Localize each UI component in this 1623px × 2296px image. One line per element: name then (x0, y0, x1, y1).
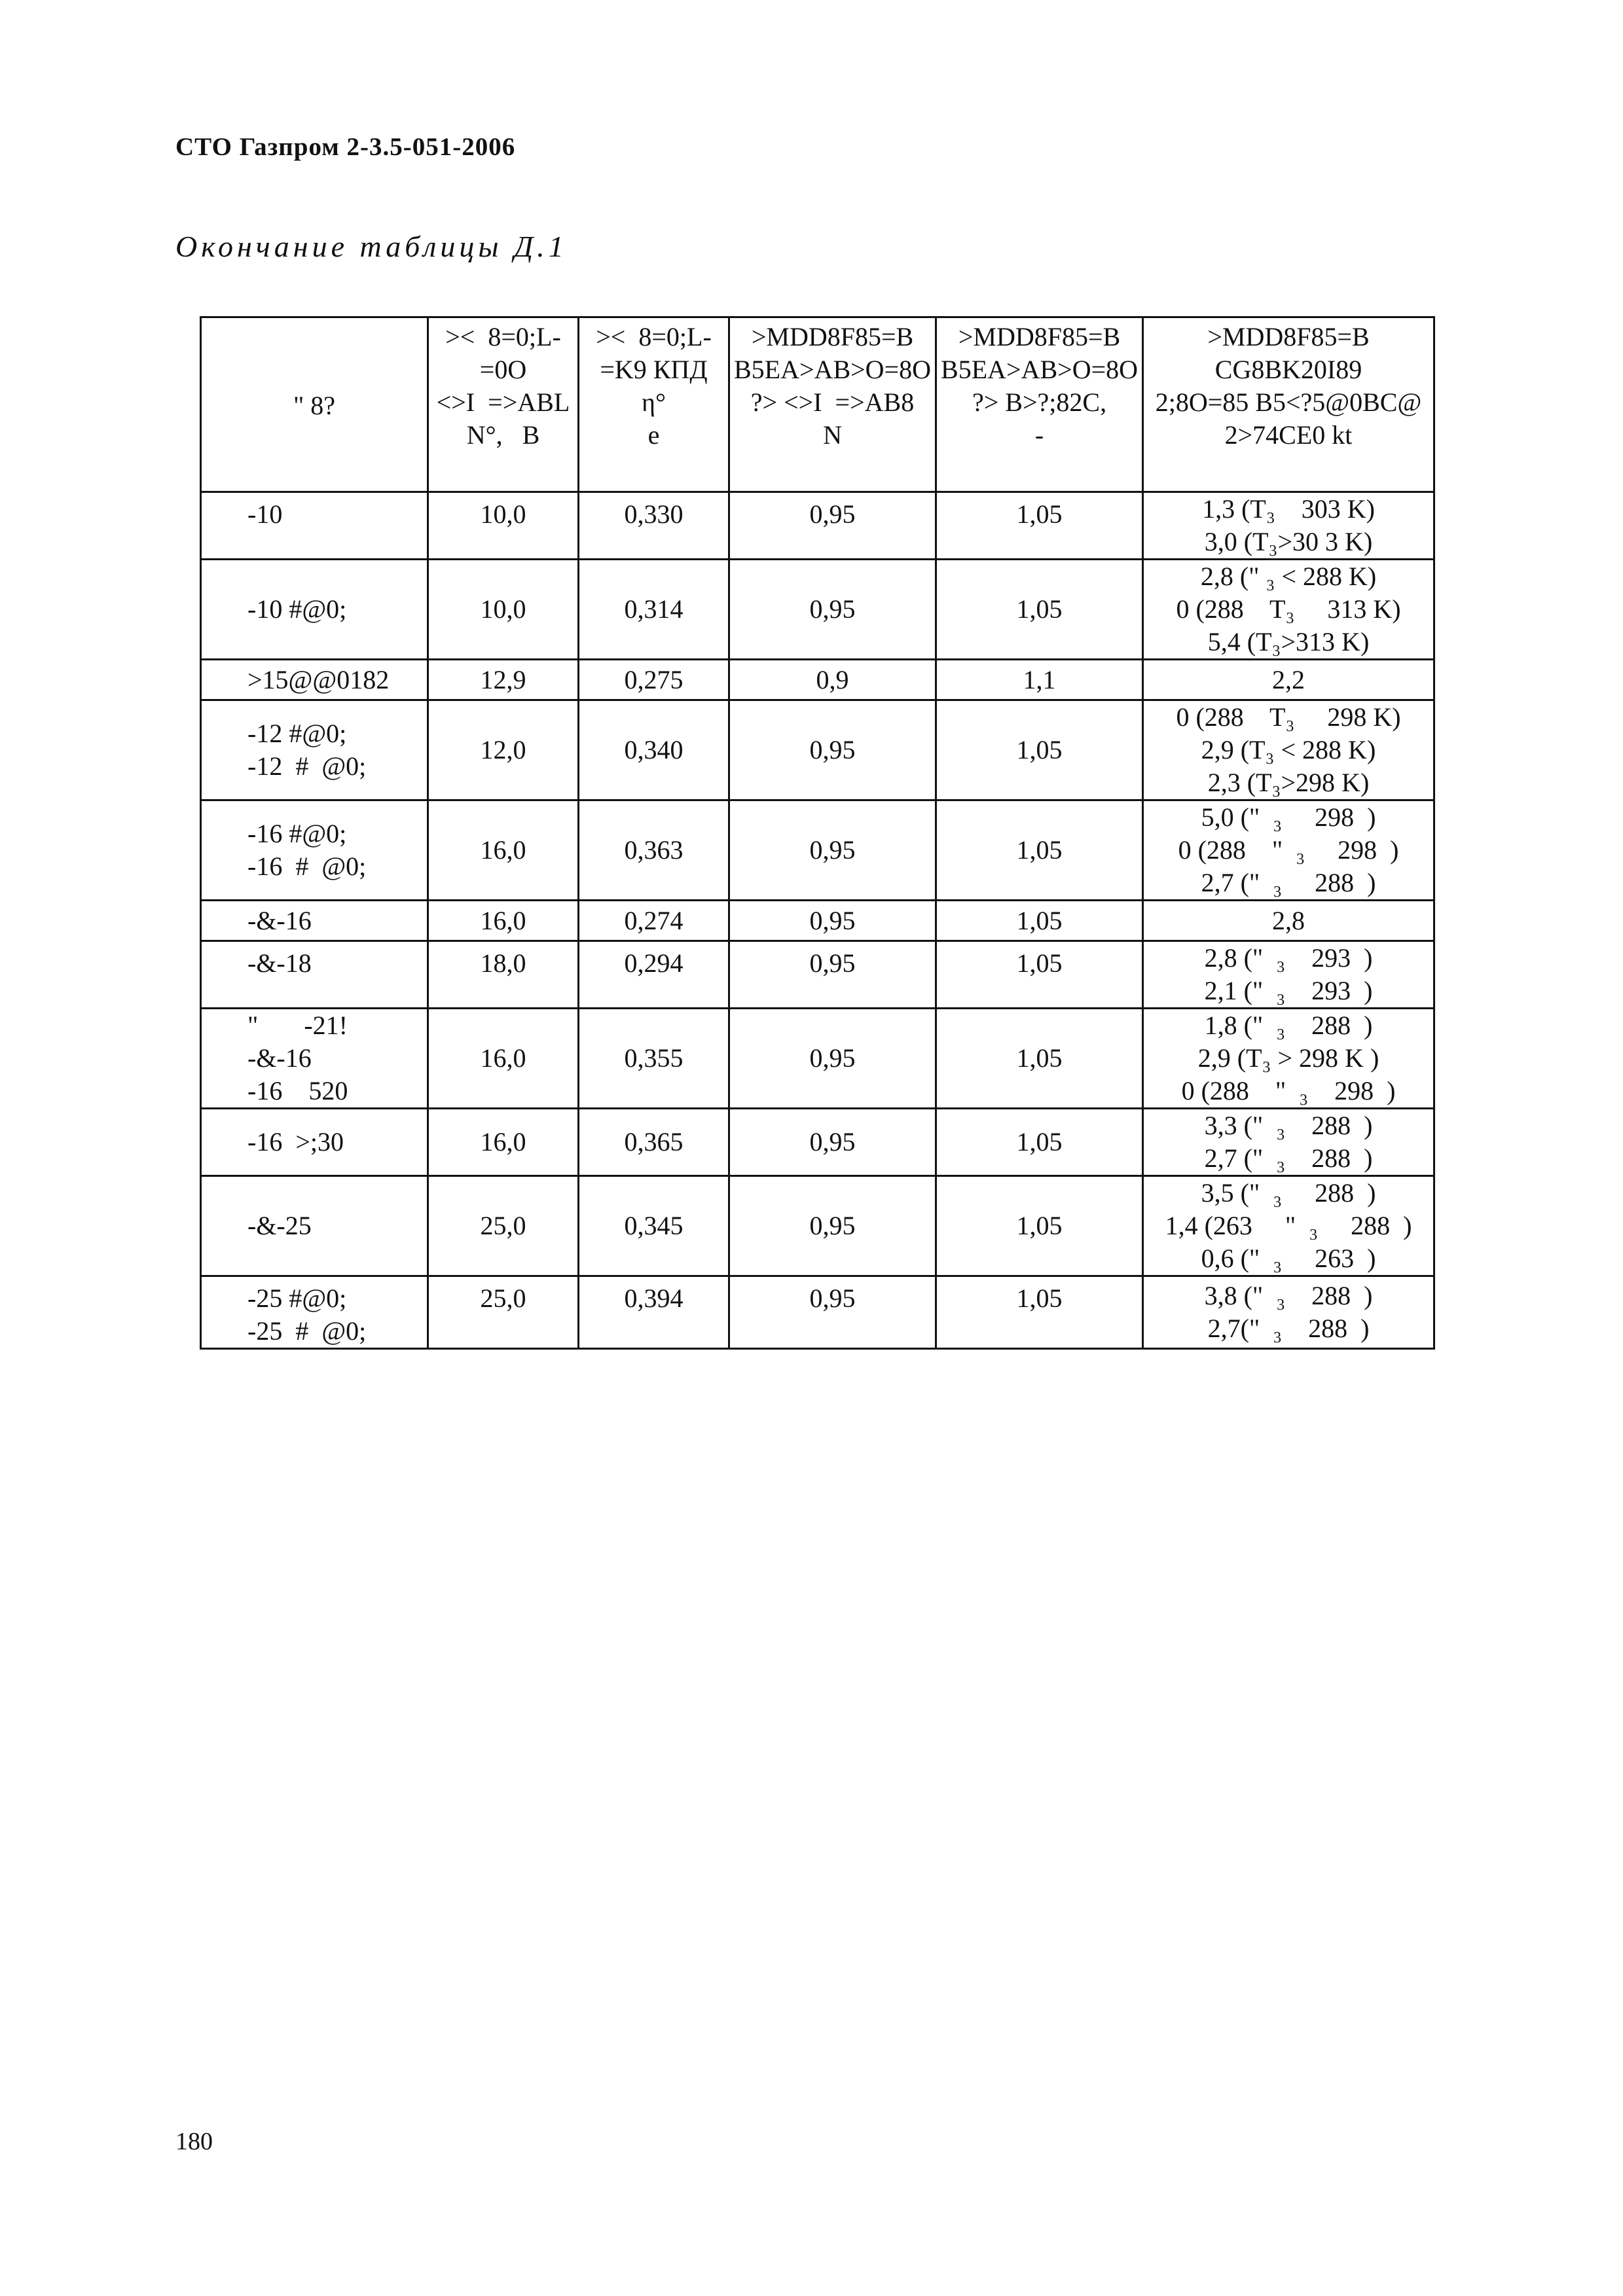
table-row (201, 700, 1434, 800)
column-header-line: >< 8=0;L- (445, 322, 561, 351)
unit-name-line: -&-25 (247, 1211, 312, 1240)
cell-k1: 0,95 (729, 560, 936, 660)
unit-name-line: -16 520 (247, 1076, 348, 1105)
column-header-line: B5EA>AB>O=8O (941, 355, 1139, 384)
cell-power: 16,0 (428, 800, 579, 901)
cell-k2: 1,05 (936, 1009, 1143, 1109)
cell-unit-name (201, 1109, 428, 1176)
unit-name-line: -25 # @0; (247, 1316, 367, 1346)
unit-name-line: -16 #@0; (247, 819, 347, 848)
cell-eff: 0,330 (579, 492, 729, 560)
column-header-line: >< 8=0;L- (596, 322, 712, 351)
cell-eff: 0,363 (579, 800, 729, 901)
column-header-line: 2;8O=85 B5<?5@0BC@ (1155, 387, 1422, 417)
cell-k2: 1,05 (936, 700, 1143, 800)
page-number: 180 (175, 2128, 213, 2155)
table-row (201, 800, 1434, 901)
table-row (201, 1109, 1434, 1176)
cell-eff: 0,355 (579, 1009, 729, 1109)
cell-k-factor (1143, 560, 1434, 660)
cell-k1: 0,95 (729, 700, 936, 800)
cell-k2: 1,1 (936, 660, 1143, 700)
cell-eff: 0,345 (579, 1176, 729, 1276)
cell-unit-name (201, 700, 428, 800)
cell-unit-name (201, 560, 428, 660)
cell-k2: 1,05 (936, 941, 1143, 1009)
column-header-line: >MDD8F85=B (751, 322, 914, 351)
column-header-line: =0O (479, 355, 527, 384)
cell-eff: 0,365 (579, 1109, 729, 1176)
table-header-row (201, 317, 1434, 492)
cell-eff: 0,294 (579, 941, 729, 1009)
table-caption: Окончание таблицы Д.1 (175, 230, 568, 263)
k-factor-line: 2,1 (" ₃ 293 ) (1204, 976, 1373, 1005)
k-factor-line: 0 (288 T₃ 313 K) (1176, 594, 1401, 624)
cell-power: 12,9 (428, 660, 579, 700)
cell-k-factor (1143, 660, 1434, 700)
cell-k1: 0,95 (729, 901, 936, 941)
unit-name-line: -10 (247, 499, 283, 529)
column-header-line: ?> B>?;82C, (972, 387, 1107, 417)
k-factor-line: 2,8 (1272, 905, 1305, 935)
k-factor-line: 3,5 (" ₃ 288 ) (1201, 1178, 1376, 1208)
cell-k-factor (1143, 492, 1434, 560)
document-header: СТО Газпром 2-3.5-051-2006 (175, 133, 516, 161)
column-header-line: ?> <>I =>AB8 (750, 387, 915, 417)
k-factor-line: 0 (288 " ₃ 298 ) (1181, 1076, 1396, 1105)
cell-k2: 1,05 (936, 901, 1143, 941)
table-row (201, 1009, 1434, 1109)
column-header-line: =K9 КПД (600, 355, 708, 384)
cell-unit-name (201, 1009, 428, 1109)
table-row (201, 560, 1434, 660)
column-header-line: 2>74CE0 kt (1224, 420, 1353, 450)
unit-name-line: >15@@0182 (247, 664, 390, 694)
k-factor-line: 3,8 (" ₃ 288 ) (1204, 1281, 1373, 1310)
k-factor-line: 0 (288 T₃ 298 K) (1176, 702, 1401, 732)
cell-unit-name (201, 1176, 428, 1276)
column-header-line: " 8? (293, 391, 336, 420)
column-header-line: η° (642, 387, 666, 417)
k-factor-line: 2,7 (" ₃ 288 ) (1201, 868, 1376, 897)
unit-name-line: " -21! (247, 1011, 348, 1040)
cell-k1: 0,95 (729, 1276, 936, 1349)
cell-k1: 0,9 (729, 660, 936, 700)
unit-name-line: -&-16 (247, 1043, 312, 1073)
table-row (201, 901, 1434, 941)
cell-k1: 0,95 (729, 800, 936, 901)
column-header-line: CG8BK20I89 (1214, 355, 1362, 384)
cell-power: 16,0 (428, 1109, 579, 1176)
cell-k2: 1,05 (936, 1176, 1143, 1276)
column-header-3 (579, 317, 729, 492)
spec-table (200, 316, 1435, 1350)
unit-name-line: -16 >;30 (247, 1127, 344, 1157)
k-factor-line: 3,3 (" ₃ 288 ) (1204, 1111, 1373, 1140)
cell-k2: 1,05 (936, 492, 1143, 560)
k-factor-line: 2,9 (T₃ < 288 K) (1201, 735, 1376, 764)
cell-k2: 1,05 (936, 1276, 1143, 1349)
cell-unit-name (201, 901, 428, 941)
cell-k-factor (1143, 700, 1434, 800)
unit-name-line: -12 #@0; (247, 719, 347, 748)
k-factor-line: 1,4 (263 " ₃ 288 ) (1165, 1211, 1412, 1240)
k-factor-line: 5,0 (" ₃ 298 ) (1201, 802, 1376, 832)
cell-k-factor (1143, 1109, 1434, 1176)
column-header-line: - (1034, 420, 1044, 450)
cell-unit-name (201, 800, 428, 901)
table-row (201, 1176, 1434, 1276)
table-row (201, 660, 1434, 700)
k-factor-line: 2,3 (T₃>298 K) (1207, 768, 1370, 797)
cell-power: 18,0 (428, 941, 579, 1009)
cell-k1: 0,95 (729, 1109, 936, 1176)
table-row (201, 1276, 1434, 1349)
cell-eff: 0,340 (579, 700, 729, 800)
table-row (201, 941, 1434, 1009)
unit-name-line: -12 # @0; (247, 751, 367, 781)
cell-eff: 0,275 (579, 660, 729, 700)
unit-name-line: -25 #@0; (247, 1283, 347, 1313)
column-header-1 (201, 317, 428, 492)
cell-k1: 0,95 (729, 1009, 936, 1109)
cell-power: 16,0 (428, 901, 579, 941)
k-factor-line: 1,8 (" ₃ 288 ) (1204, 1011, 1373, 1040)
cell-unit-name (201, 941, 428, 1009)
column-header-line: >MDD8F85=B (958, 322, 1121, 351)
column-header-line: B5EA>AB>O=8O (734, 355, 932, 384)
k-factor-line: 3,0 (T₃>30 3 K) (1204, 527, 1373, 556)
cell-eff: 0,314 (579, 560, 729, 660)
cell-k-factor (1143, 800, 1434, 901)
column-header-line: e (647, 420, 660, 450)
unit-name-line: -&-18 (247, 948, 312, 978)
k-factor-line: 2,7(" ₃ 288 ) (1207, 1314, 1370, 1343)
cell-k1: 0,95 (729, 941, 936, 1009)
cell-power: 25,0 (428, 1276, 579, 1349)
k-factor-line: 2,8 (" ₃ 293 ) (1204, 943, 1373, 973)
k-factor-line: 0 (288 " ₃ 298 ) (1178, 835, 1399, 865)
cell-k-factor (1143, 1176, 1434, 1276)
cell-k2: 1,05 (936, 560, 1143, 660)
cell-eff: 0,394 (579, 1276, 729, 1349)
unit-name-line: -&-16 (247, 905, 312, 935)
k-factor-line: 2,2 (1272, 664, 1305, 694)
table-row (201, 492, 1434, 560)
cell-k2: 1,05 (936, 800, 1143, 901)
column-header-4 (729, 317, 936, 492)
cell-power: 10,0 (428, 560, 579, 660)
column-header-5 (936, 317, 1143, 492)
cell-k-factor (1143, 1009, 1434, 1109)
cell-k1: 0,95 (729, 1176, 936, 1276)
column-header-line: N (823, 420, 842, 450)
unit-name-line: -10 #@0; (247, 594, 347, 624)
cell-unit-name (201, 1276, 428, 1349)
k-factor-line: 2,9 (T₃ > 298 K ) (1197, 1043, 1379, 1073)
cell-power: 25,0 (428, 1176, 579, 1276)
cell-k-factor (1143, 941, 1434, 1009)
k-factor-line: 2,8 (" ₃ < 288 K) (1200, 562, 1377, 591)
cell-eff: 0,274 (579, 901, 729, 941)
cell-k2: 1,05 (936, 1109, 1143, 1176)
cell-unit-name (201, 660, 428, 700)
cell-k-factor (1143, 901, 1434, 941)
cell-power: 12,0 (428, 700, 579, 800)
column-header-2 (428, 317, 579, 492)
unit-name-line: -16 # @0; (247, 852, 367, 881)
column-header-line: N°, B (466, 420, 540, 450)
cell-power: 16,0 (428, 1009, 579, 1109)
cell-k1: 0,95 (729, 492, 936, 560)
k-factor-line: 0,6 (" ₃ 263 ) (1201, 1244, 1376, 1273)
k-factor-line: 2,7 (" ₃ 288 ) (1204, 1143, 1373, 1173)
k-factor-line: 5,4 (T₃>313 K) (1207, 627, 1370, 656)
k-factor-line: 1,3 (T₃ 303 K) (1202, 494, 1375, 524)
column-header-line: <>I =>ABL (436, 387, 570, 417)
cell-power: 10,0 (428, 492, 579, 560)
cell-k-factor (1143, 1276, 1434, 1349)
cell-unit-name (201, 492, 428, 560)
column-header-line: >MDD8F85=B (1207, 322, 1370, 351)
column-header-6 (1143, 317, 1434, 492)
